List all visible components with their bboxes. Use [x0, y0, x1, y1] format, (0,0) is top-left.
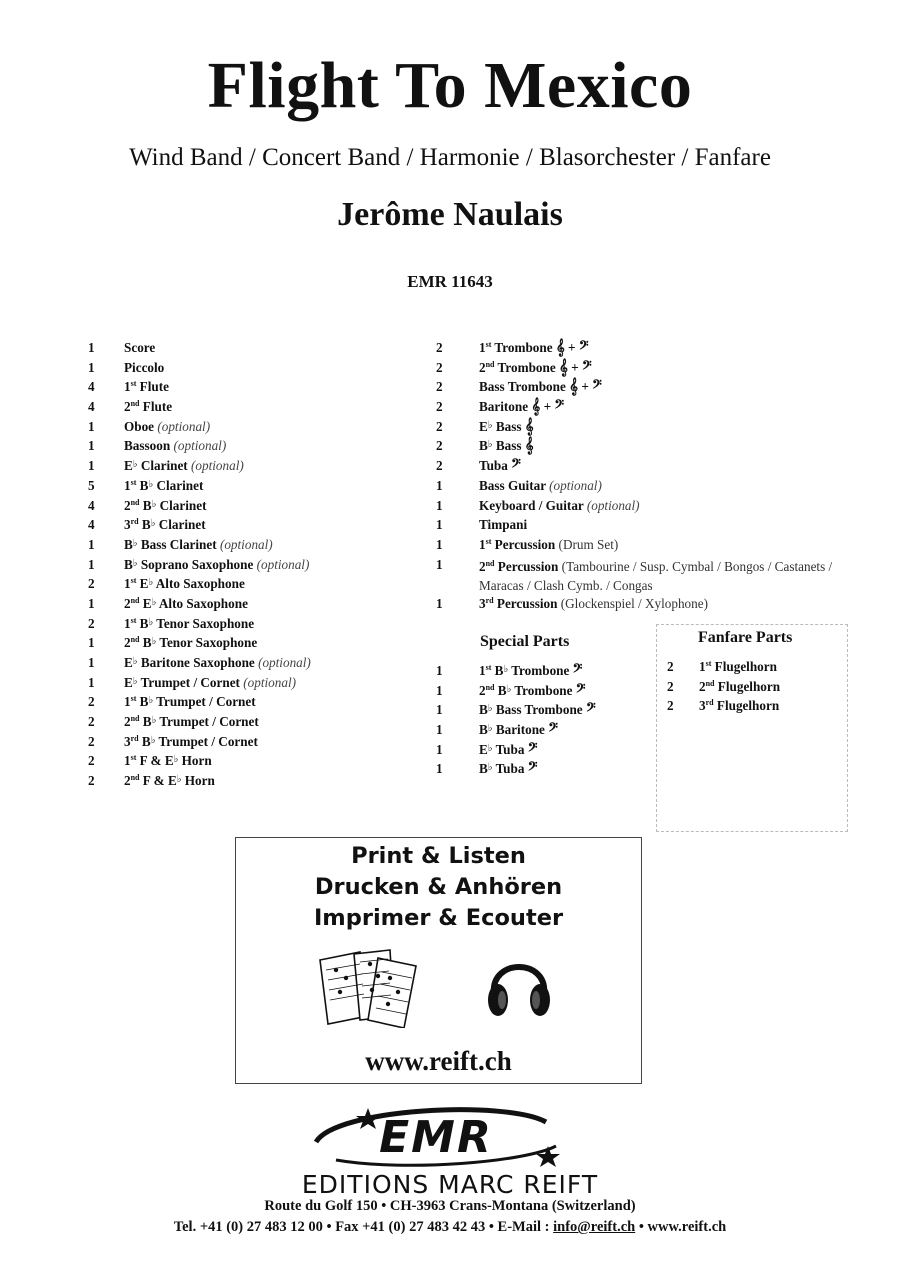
part-quantity: 1: [88, 536, 95, 552]
part-name: B♭ Bass Trombone 𝄢: [479, 700, 596, 719]
fanfare-part-row: [667, 679, 837, 699]
part-quantity: 4: [88, 517, 95, 533]
part-quantity: 2: [88, 576, 95, 592]
website-link[interactable]: www.reift.ch: [365, 1046, 512, 1076]
part-name: B♭ Bass 𝄞: [479, 436, 534, 455]
special-part-row: [436, 722, 656, 742]
part-name: B♭ Soprano Saxophone (optional): [124, 556, 310, 572]
part-name: E♭ Clarinet (optional): [124, 458, 244, 474]
part-name: 2nd Trombone 𝄞 + 𝄢: [479, 357, 592, 376]
part-row: [436, 478, 856, 498]
part-quantity: 2: [436, 340, 443, 355]
part-quantity: 2: [88, 714, 95, 730]
part-name: 2nd Flugelhorn: [699, 678, 781, 694]
fanfare-parts-list: [667, 659, 837, 718]
part-quantity: 1: [88, 635, 95, 651]
part-row: [88, 714, 418, 734]
part-quantity: 2: [436, 379, 443, 395]
part-row: [88, 655, 418, 675]
part-row: [88, 478, 418, 498]
part-name: Score: [124, 340, 156, 355]
part-row: [88, 675, 418, 695]
part-quantity: 1: [88, 556, 95, 572]
headphones-icon: [484, 944, 554, 1022]
part-name: Bassoon (optional): [124, 438, 227, 454]
part-row: [436, 340, 856, 360]
part-name: 2nd Flute: [124, 399, 173, 415]
part-row: [436, 596, 856, 616]
part-row: [88, 438, 418, 458]
parts-list-left: [88, 340, 418, 793]
part-row: [88, 596, 418, 616]
part-quantity: 1: [436, 595, 443, 611]
part-name: 1st Percussion (Drum Set): [479, 536, 619, 552]
part-name: 2nd E♭ Alto Saxophone: [124, 595, 248, 611]
part-name: 1st Trombone 𝄞 + 𝄢: [479, 338, 589, 356]
part-name: E♭ Trumpet / Cornet (optional): [124, 674, 296, 690]
part-row: [436, 498, 856, 518]
part-name: 1st Flute: [124, 379, 169, 395]
page-title: Flight To Mexico: [207, 49, 693, 122]
part-name: E♭ Baritone Saxophone (optional): [124, 655, 311, 670]
part-name: 1st B♭ Clarinet: [124, 477, 204, 493]
part-name: 3rd B♭ Trumpet / Cornet: [124, 733, 258, 749]
part-name: 2nd F & E♭ Horn: [124, 773, 215, 789]
part-name: 2nd B♭ Tenor Saxophone: [124, 635, 258, 651]
part-row: [88, 635, 418, 655]
part-row: [88, 557, 418, 577]
catalog-number: EMR 11643: [407, 272, 493, 291]
part-quantity: 1: [436, 761, 443, 777]
fanfare-part-row: [667, 659, 837, 679]
part-name: 2nd B♭ Clarinet: [124, 497, 207, 513]
part-quantity: 1: [88, 418, 95, 434]
part-name: 3rd B♭ Clarinet: [124, 517, 206, 533]
part-row: [88, 694, 418, 714]
part-name: 1st B♭ Trombone 𝄢: [479, 661, 583, 679]
special-part-row: [436, 761, 656, 781]
part-name: 2nd B♭ Trombone 𝄢: [479, 680, 586, 699]
part-name: Baritone 𝄞 + 𝄢: [479, 397, 565, 416]
part-name: 3rd Percussion (Glockenspiel / Xylophone): [479, 595, 708, 611]
fanfare-part-row: [667, 698, 837, 718]
part-quantity: 2: [436, 438, 443, 454]
part-quantity: 2: [667, 678, 674, 694]
part-row: [436, 458, 856, 478]
special-part-row: [436, 702, 656, 722]
special-parts-heading: Special Parts: [480, 633, 570, 650]
fanfare-parts-heading: Fanfare Parts: [698, 629, 793, 646]
part-quantity: 1: [436, 722, 443, 738]
part-name: 1st F & E♭ Horn: [124, 753, 212, 769]
special-part-row: [436, 663, 656, 683]
part-row: [436, 438, 856, 458]
part-name: Piccolo: [124, 359, 165, 375]
part-quantity: 1: [436, 497, 443, 513]
part-name: 1st B♭ Trumpet / Cornet: [124, 694, 256, 710]
drucken-anhoeren-label: Drucken & Anhören: [314, 874, 563, 900]
part-quantity: 1: [88, 595, 95, 611]
part-row: [88, 576, 418, 596]
part-quantity: 1: [88, 458, 95, 474]
part-quantity: 2: [667, 698, 674, 714]
part-name: E♭ Tuba 𝄢: [479, 739, 538, 758]
part-quantity: 1: [436, 682, 443, 698]
part-row: [88, 419, 418, 439]
part-name: 2nd Percussion (Tambourine / Susp. Cymbal / Bongos / Castanets / Maracas / Clash Cymb. / Congas: [479, 558, 833, 594]
part-row: [88, 734, 418, 754]
sheet-music-icon: [316, 946, 426, 1028]
emr-logo-icon: [306, 1102, 566, 1170]
part-quantity: 2: [88, 615, 95, 631]
publisher-contact: [0, 1219, 900, 1236]
part-row: [88, 340, 418, 360]
part-name: Oboe (optional): [124, 418, 211, 434]
publisher-address: Route du Golf 150 • CH-3963 Crans-Montana (Switzerland): [264, 1198, 636, 1214]
part-name: B♭ Bass Clarinet (optional): [124, 536, 273, 552]
part-quantity: 1: [436, 741, 443, 757]
imprimer-ecouter-label: Imprimer & Ecouter: [313, 905, 564, 931]
part-row: [88, 616, 418, 636]
contact-phone-fax: Tel. +41 (0) 27 483 12 00 • Fax +41 (0) 27 483 42 43 • E-Mail :: [173, 1219, 554, 1235]
part-quantity: 2: [436, 359, 443, 375]
part-quantity: 5: [88, 477, 95, 493]
part-quantity: 1: [88, 359, 95, 375]
parts-list-right: [436, 340, 856, 615]
part-quantity: 1: [436, 536, 443, 552]
part-quantity: 1: [436, 663, 443, 678]
part-quantity: 1: [88, 674, 95, 690]
part-quantity: 2: [88, 753, 95, 769]
part-quantity: 4: [88, 379, 95, 395]
part-quantity: 1: [88, 438, 95, 454]
part-quantity: 1: [88, 340, 95, 355]
part-row: [436, 557, 856, 596]
part-name: Bass Trombone 𝄞 + 𝄢: [479, 377, 602, 396]
publisher-name: EDITIONS MARC REIFT: [301, 1170, 599, 1199]
part-row: [88, 379, 418, 399]
part-row: [436, 517, 856, 537]
part-quantity: 1: [436, 477, 443, 493]
part-row: [436, 416, 856, 439]
part-name: 3rd Flugelhorn: [699, 698, 780, 714]
part-row: [88, 517, 418, 537]
part-quantity: 2: [436, 399, 443, 415]
part-name: 1st B♭ Tenor Saxophone: [124, 615, 255, 631]
part-row: [88, 458, 418, 478]
part-name: B♭ Baritone 𝄢: [479, 720, 558, 739]
print-listen-label: Print & Listen: [351, 843, 526, 869]
special-parts-list: [436, 663, 656, 781]
part-row: [88, 773, 418, 793]
contact-website: • www.reift.ch: [635, 1219, 727, 1235]
part-row: [436, 379, 856, 399]
svg-text:EMR: EMR: [379, 1112, 493, 1163]
part-name: B♭ Tuba 𝄢: [479, 759, 538, 778]
part-quantity: 1: [436, 556, 443, 572]
part-quantity: 2: [667, 659, 674, 674]
part-name: 1st Flugelhorn: [699, 659, 777, 674]
part-quantity: 2: [436, 458, 443, 474]
part-name: 2nd B♭ Trumpet / Cornet: [124, 714, 259, 730]
part-row: [436, 537, 856, 557]
part-quantity: 1: [436, 702, 443, 718]
part-row: [436, 357, 856, 380]
special-part-row: [436, 739, 656, 762]
print-listen-box[interactable]: [235, 837, 642, 1084]
part-quantity: 1: [436, 517, 443, 533]
part-row: [88, 498, 418, 518]
fanfare-parts-panel: [656, 624, 848, 832]
part-name: Tuba 𝄢: [479, 456, 521, 475]
part-name: 1st E♭ Alto Saxophone: [124, 576, 245, 592]
part-quantity: 1: [88, 655, 95, 670]
part-quantity: 2: [88, 694, 95, 710]
special-part-row: [436, 680, 656, 703]
part-quantity: 2: [436, 418, 443, 434]
part-name: Bass Guitar (optional): [479, 477, 602, 493]
part-row: [88, 360, 418, 380]
part-row: [88, 537, 418, 557]
ensemble-subtitle: Wind Band / Concert Band / Harmonie / Blasorchester / Fanfare: [129, 144, 771, 171]
part-quantity: 2: [88, 733, 95, 749]
part-name: Keyboard / Guitar (optional): [479, 497, 640, 513]
part-row: [436, 399, 856, 419]
email-link[interactable]: info@reift.ch: [553, 1219, 636, 1235]
part-name: Timpani: [479, 517, 528, 533]
part-row: [88, 399, 418, 419]
part-name: E♭ Bass 𝄞: [479, 416, 534, 435]
part-quantity: 4: [88, 497, 95, 513]
part-quantity: 4: [88, 399, 95, 415]
part-quantity: 2: [88, 773, 95, 789]
composer-name: Jerôme Naulais: [337, 196, 563, 233]
part-row: [88, 753, 418, 773]
